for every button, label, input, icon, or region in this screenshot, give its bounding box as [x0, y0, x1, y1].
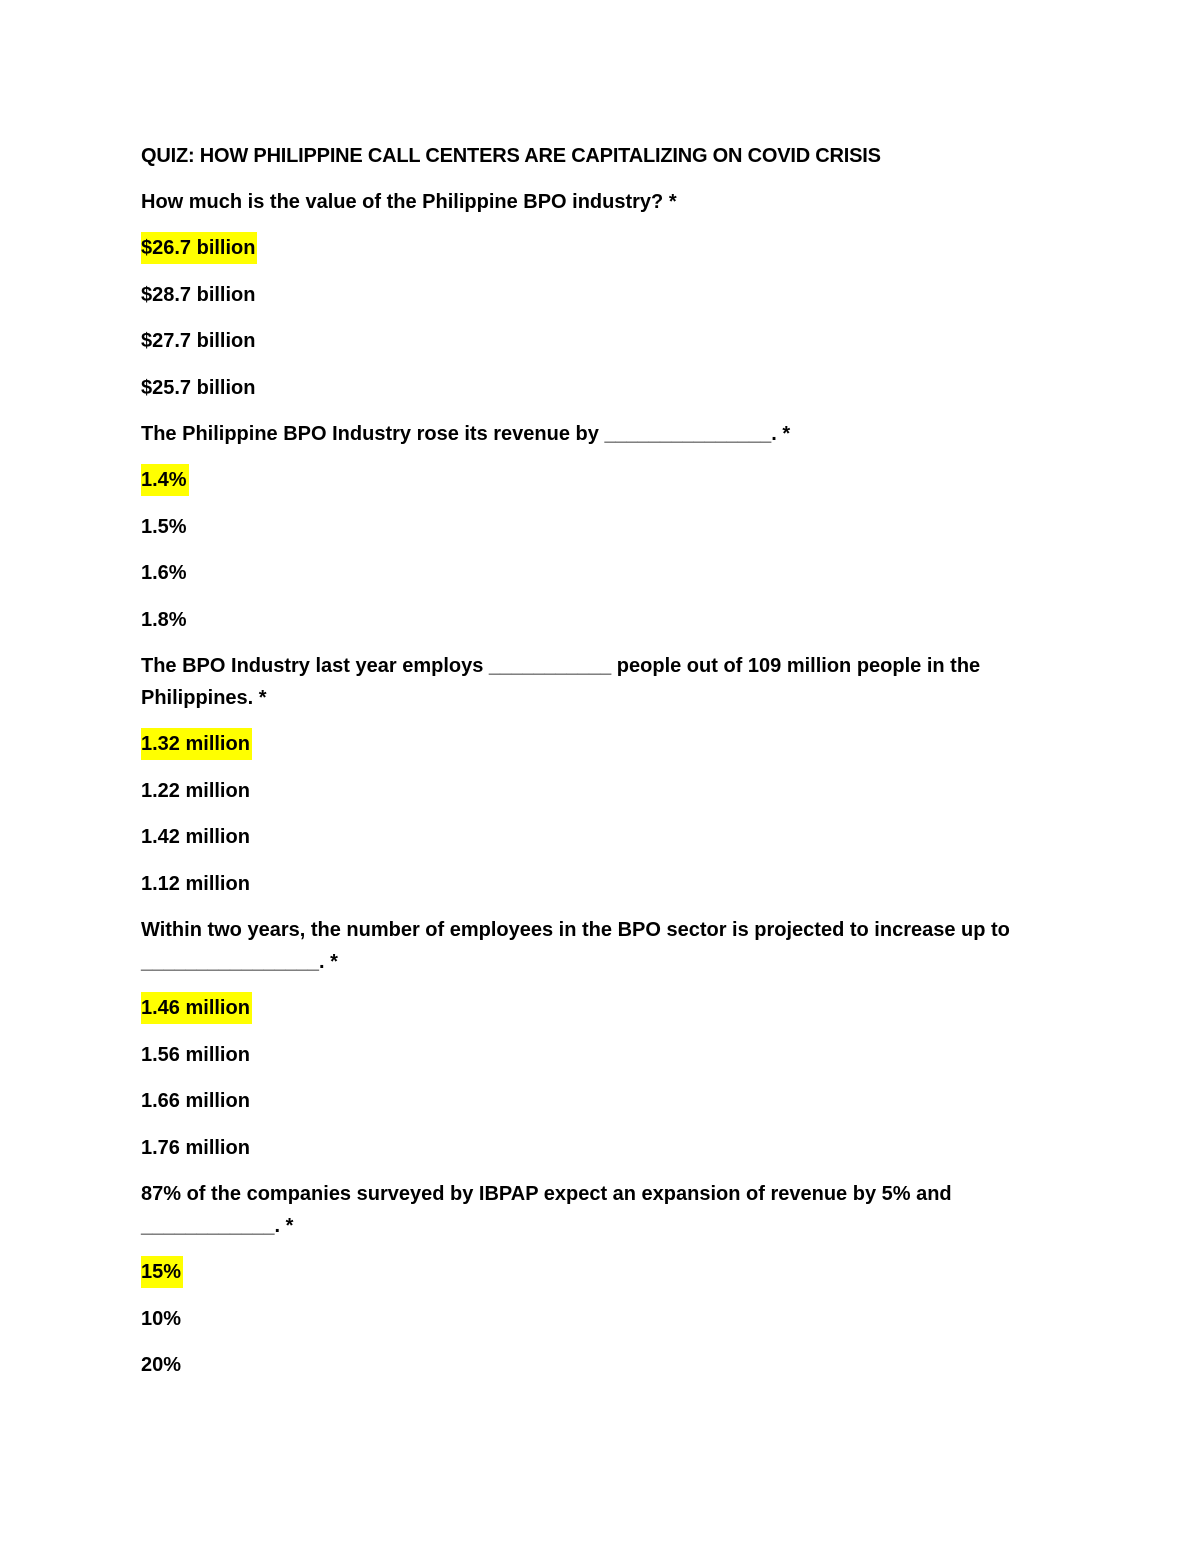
answer-option — [141, 1303, 1041, 1335]
answer-option — [141, 604, 1041, 636]
option-label: 20% — [141, 1354, 182, 1376]
question-text: The BPO Industry last year employs ___________ people out of 109 million people in the Philippines. * — [141, 655, 981, 709]
answer-option — [141, 557, 1041, 589]
answer-option — [141, 372, 1041, 404]
option-label: 1.42 million — [141, 826, 250, 848]
document-body — [141, 140, 1041, 1396]
question-block-4 — [141, 914, 1041, 1164]
document-title: QUIZ: HOW PHILIPPINE CALL CENTERS ARE CAPITALIZING ON COVID CRISIS — [141, 145, 881, 167]
question-text: How much is the value of the Philippine BPO industry? * — [141, 191, 677, 213]
question-text: Within two years, the number of employees in the BPO sector is projected to increase up to ________________. * — [141, 919, 1010, 973]
option-label: 1.8% — [141, 608, 187, 631]
option-label: 1.22 million — [141, 779, 250, 802]
option-label: 1.46 million — [141, 992, 252, 1024]
option-label: 1.6% — [141, 562, 187, 584]
question-text: The Philippine BPO Industry rose its revenue by _______________. * — [141, 423, 791, 445]
question-block-3 — [141, 650, 1041, 900]
option-label: 1.12 million — [141, 872, 250, 895]
answer-option-correct — [141, 232, 1041, 264]
answer-option-correct — [141, 1256, 1041, 1288]
answer-option — [141, 821, 1041, 853]
answer-option — [141, 1039, 1041, 1071]
option-label: $27.7 billion — [141, 330, 256, 352]
option-label: 1.4% — [141, 464, 189, 496]
question-block-5 — [141, 1178, 1041, 1381]
option-label: 1.76 million — [141, 1136, 250, 1159]
option-label: 15% — [141, 1256, 183, 1288]
option-label: 1.32 million — [141, 728, 252, 760]
answer-option-correct — [141, 992, 1041, 1024]
option-label: 1.5% — [141, 515, 187, 538]
answer-option-correct — [141, 464, 1041, 496]
answer-option — [141, 1349, 1041, 1381]
answer-option — [141, 868, 1041, 900]
answer-option — [141, 775, 1041, 807]
option-label: $25.7 billion — [141, 376, 256, 399]
option-label: $26.7 billion — [141, 232, 257, 264]
question-block-1 — [141, 186, 1041, 404]
answer-option-correct — [141, 728, 1041, 760]
option-label: 10% — [141, 1307, 182, 1330]
answer-option — [141, 1132, 1041, 1164]
answer-option — [141, 279, 1041, 311]
answer-option — [141, 1085, 1041, 1117]
option-label: 1.56 million — [141, 1043, 250, 1066]
option-label: 1.66 million — [141, 1090, 250, 1112]
option-label: $28.7 billion — [141, 283, 256, 306]
question-block-2 — [141, 418, 1041, 636]
answer-option — [141, 511, 1041, 543]
answer-option — [141, 325, 1041, 357]
question-text: 87% of the companies surveyed by IBPAP expect an expansion of revenue by 5% and ____________. * — [141, 1183, 952, 1237]
